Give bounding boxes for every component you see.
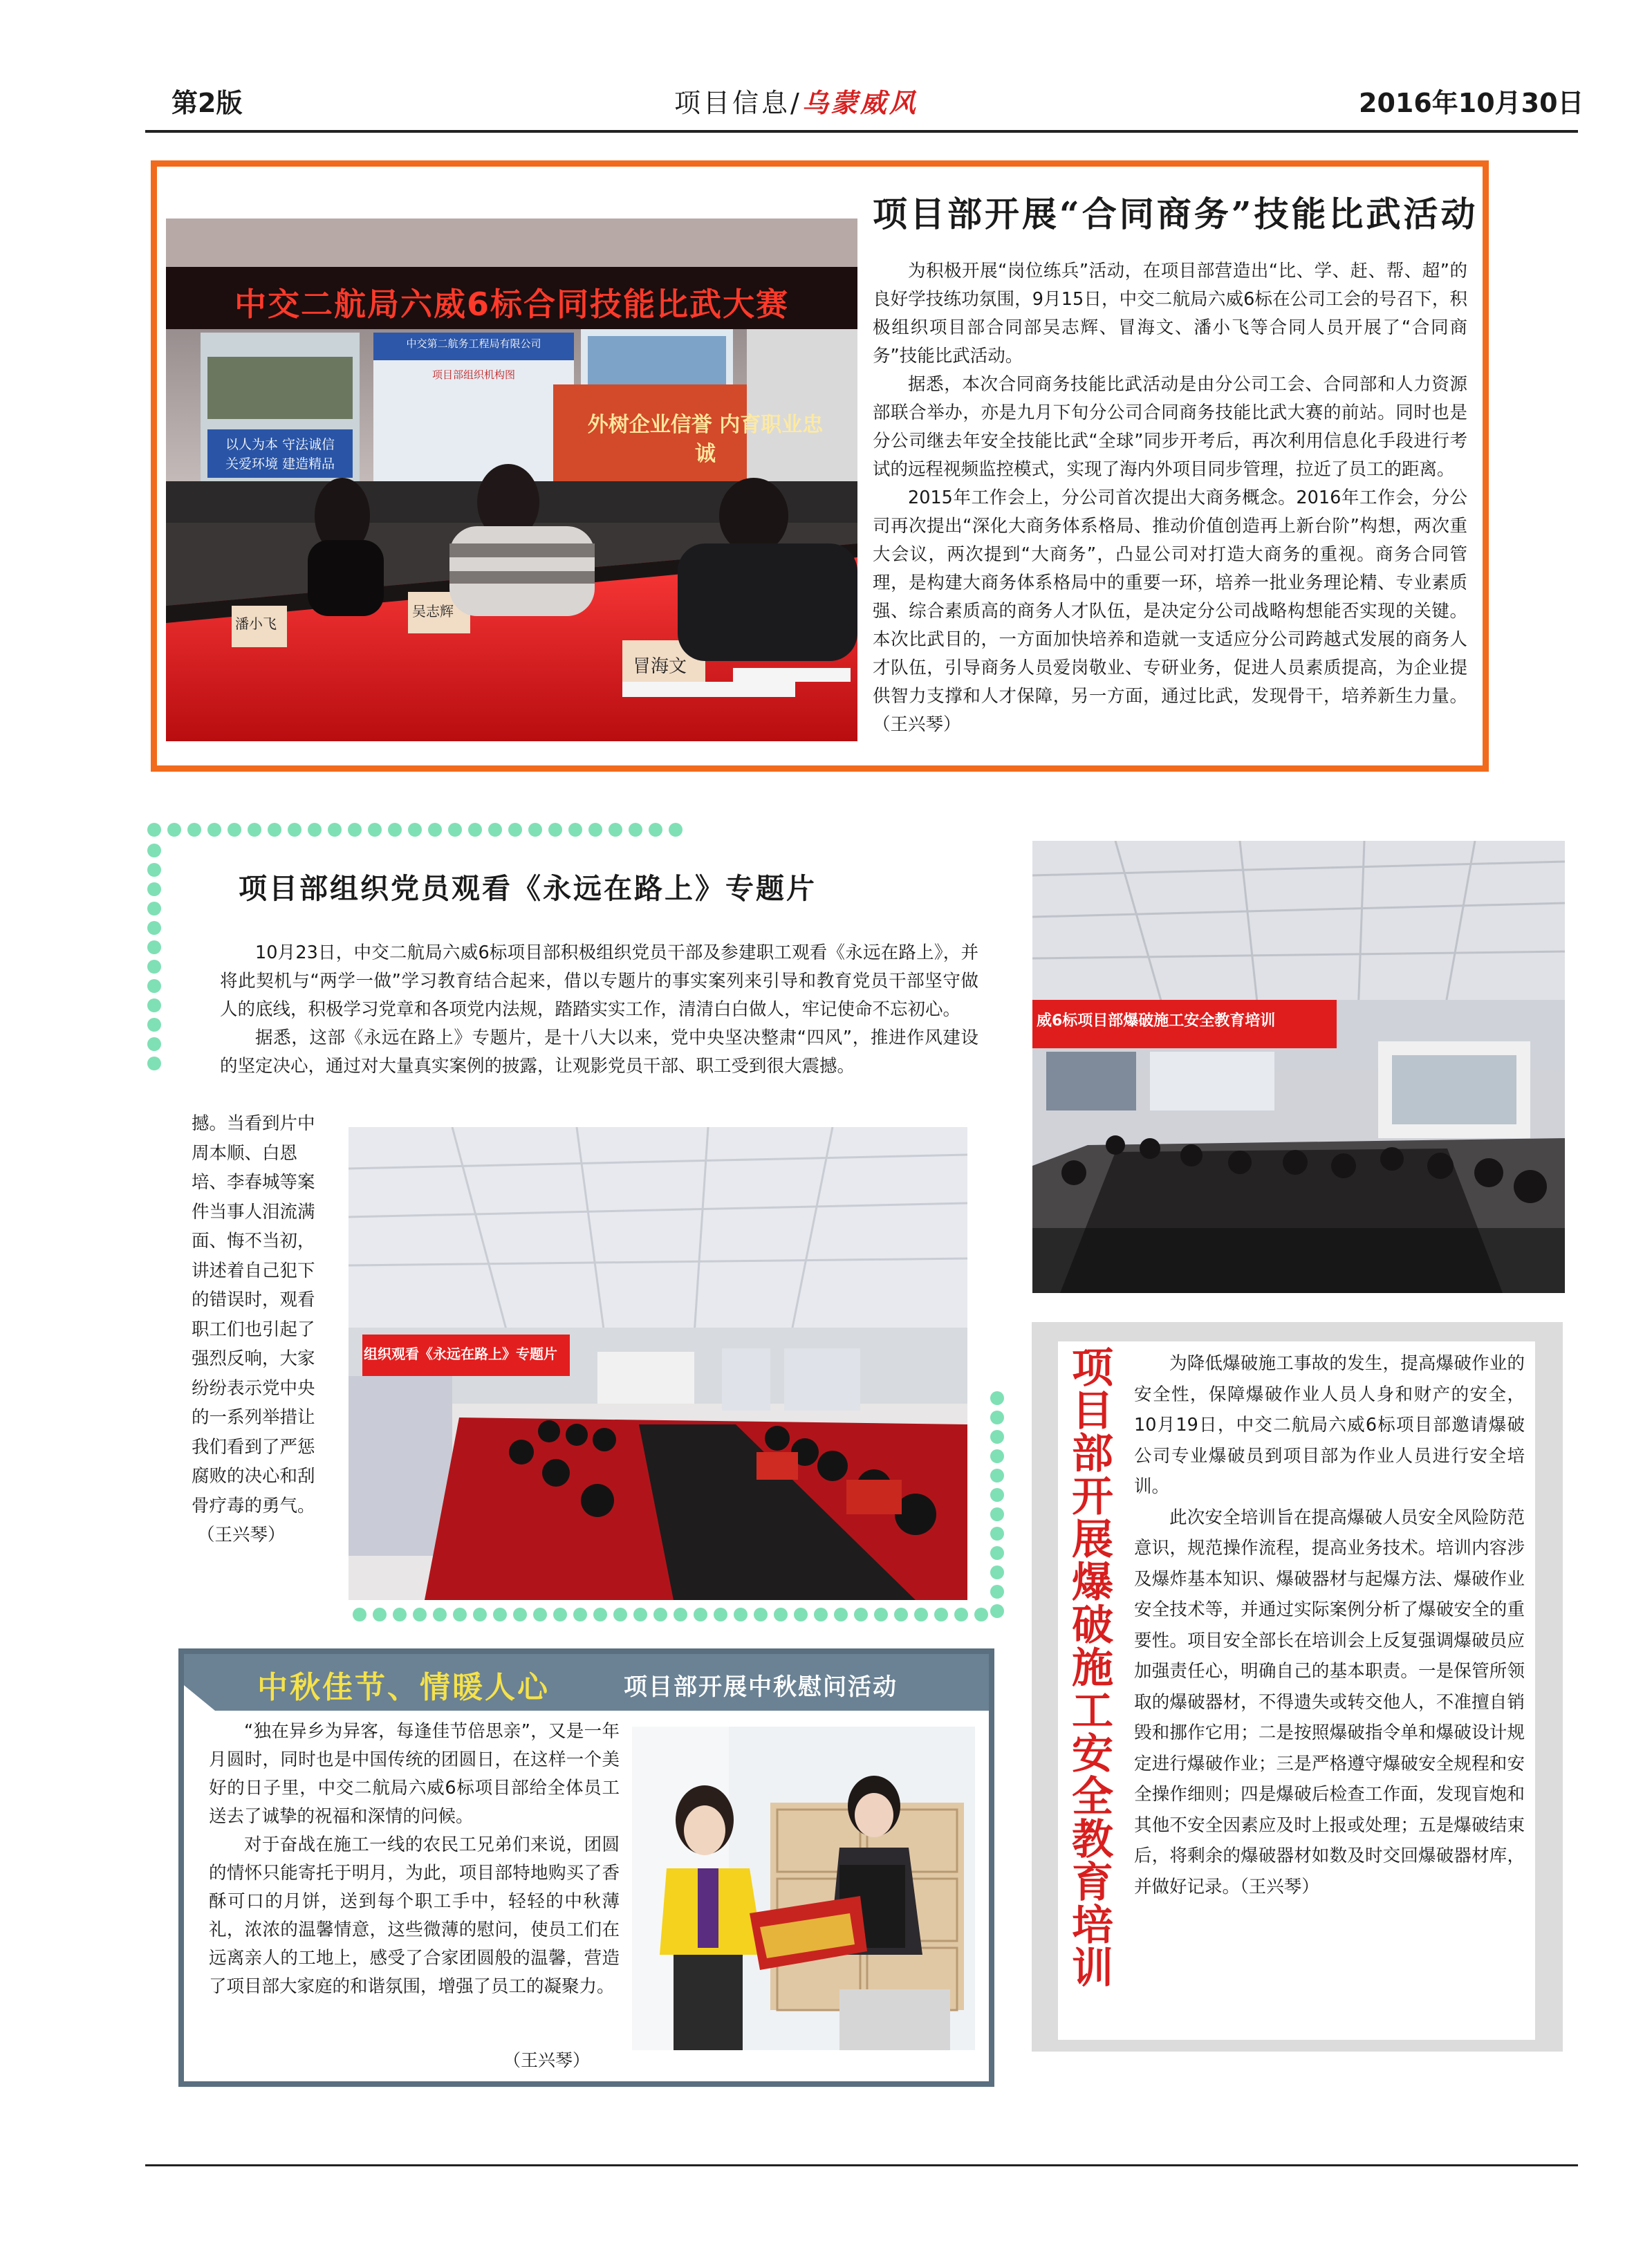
side-line: 我们看到了严惩	[192, 1436, 315, 1458]
side-line: 撼。当看到片中	[192, 1113, 315, 1134]
article2-body	[220, 939, 978, 1081]
issue-date: 2016年10月30日	[1359, 88, 1584, 118]
mint-dot	[990, 1585, 1004, 1599]
mint-dot	[990, 1469, 1004, 1482]
masthead-logo: 乌蒙威风	[801, 87, 918, 118]
mint-dot	[669, 823, 683, 837]
mint-dot	[629, 823, 642, 837]
mint-dot	[393, 1608, 407, 1621]
mint-dot	[147, 979, 161, 993]
mint-dot	[147, 844, 161, 857]
mint-dot	[508, 823, 522, 837]
article3-credit: （王兴琴）	[503, 2050, 591, 2070]
side-line: 骨疗毒的勇气。	[192, 1495, 315, 1516]
side-line: 纷纷表示党中央	[192, 1377, 315, 1399]
mint-dot	[633, 1608, 647, 1621]
mint-dot	[774, 1608, 788, 1621]
contract-competition-photo	[166, 219, 857, 741]
mint-dot	[553, 1608, 567, 1621]
mid-autumn-title-sub: 项目部开展中秋慰问活动	[624, 1673, 898, 1701]
article1-body	[873, 257, 1467, 739]
mint-dot	[468, 823, 482, 837]
side-line: 讲述着自己犯下	[192, 1260, 315, 1281]
article4-vertical-title: 项目部开展爆破施工安全教育培训	[1065, 1346, 1113, 1989]
mint-dot	[734, 1608, 748, 1621]
side-line: 面、悔不当初，	[192, 1231, 315, 1252]
mint-dot	[990, 1488, 1004, 1502]
side-line: 的错误时，观看	[192, 1290, 315, 1310]
blasting-training-photo	[1032, 841, 1565, 1293]
mint-dot	[147, 882, 161, 896]
mint-dot	[754, 1608, 768, 1621]
mint-dot	[513, 1608, 527, 1621]
poster-slogan: 外树企业信誉 内育职业忠诚	[587, 413, 824, 466]
article3-paragraph: “独在异乡为异客，每逢佳节倍思亲”，又是一年月圆时，同时也是中国传统的团圆日，在这样一个美好的日子里，中交二航局六威6标项目部给全体员工送去了诚挚的祝福和深情的问候。	[209, 1721, 620, 1827]
photo-meeting-room	[349, 1127, 967, 1600]
side-line: 件当事人泪流满	[192, 1201, 315, 1223]
mid-autumn-title-main: 中秋佳节、情暖人心	[257, 1670, 550, 1705]
article1-title: 项目部开展“合同商务”技能比武活动	[873, 194, 1478, 234]
mint-dot	[147, 1057, 161, 1070]
mint-dot	[413, 1608, 427, 1621]
mint-dot	[990, 1391, 1004, 1405]
article2-title: 项目部组织党员观看《永远在路上》专题片	[239, 872, 817, 905]
side-line: 周本顺、白恩	[192, 1142, 298, 1164]
mint-dot	[573, 1608, 587, 1621]
mint-dot	[473, 1608, 487, 1621]
mint-dot	[613, 1608, 627, 1621]
board-center-title: 中交第二航务工程局有限公司	[406, 337, 541, 350]
side-line: 腐败的决心和刮	[192, 1466, 315, 1487]
section-title	[674, 82, 918, 120]
article2-paragraph: 据悉，这部《永远在路上》专题片，是十八大以来，党中央坚决整肃“四风”，推进作风建设的坚定决心，通过对大量真实案例的披露，让观影党员干部、职工受到很大震撼。	[220, 1028, 978, 1077]
article3-body	[209, 1718, 620, 2001]
mint-dot	[493, 1608, 507, 1621]
side-line: 的一系列举措让	[192, 1407, 315, 1428]
mint-dot	[167, 823, 181, 837]
article4-body	[1134, 1348, 1525, 1902]
mint-dot	[488, 823, 502, 837]
side-line: 培、李春城等案	[192, 1172, 315, 1193]
mint-dot	[533, 1608, 547, 1621]
mint-dot	[353, 1608, 366, 1621]
article4-paragraph: 此次安全培训旨在提高爆破人员安全风险防范意识，规范操作流程，提高业务技术。培训内容涉及爆炸基本知识、爆破器材与起爆方法、爆破作业安全技术等，并通过实际案例分析了爆破安全的重要性。项目安全部长在培训会上反复强调爆破员应加强责任心，明确自己的基本职责。一是保管所领取的爆破器材，不得遗失或转交他人，不准擅自销毁和挪作它用；二是按照爆破指令单和爆破设计规定进行爆破作业；三是严格遵守爆破安全规程和安全操作细则；四是爆破后检查工作面，发现盲炮和其他不安全因素应及时上报或处理；五是爆破结束后，将剩余的爆破器材如数及时交回爆破器材库，并做好记录。（王兴琴）	[1134, 1507, 1525, 1897]
section-label: 项目信息/	[674, 88, 802, 118]
photo-mooncake-gift	[632, 1727, 975, 2050]
mint-dot	[914, 1608, 928, 1621]
mint-dot	[990, 1507, 1004, 1521]
nameplate-2: 吴志辉	[412, 603, 454, 620]
mint-dot	[328, 823, 342, 837]
viewing-banner-text: 组织观看《永远在路上》专题片	[364, 1346, 557, 1362]
nameplate-1: 潘小飞	[235, 615, 277, 632]
mint-dot	[248, 823, 261, 837]
footer-rule	[145, 2164, 1578, 2166]
mint-dot	[147, 998, 161, 1012]
led-banner-text: 中交二航局六威6标合同技能比武大赛	[234, 286, 789, 323]
article1-paragraph: 2015年工作会上，分公司首次提出大商务概念。2016年工作会，分公司再次提出“深化大商务体系格局、推动价值创造再上新台阶”构想，两次重大会议，两次提到“大商务”，凸显公司对打造大商务的重视。商务合同管理，是构建大商务体系格局中的重要一环，培养一批业务理论精、专业素质强、综合素质高的商务人才队伍，是决定分公司战略构想能否实现的关键。本次比武目的，一方面加快培养和造就一支适应分公司跨越式发展的商务人才队伍，引导商务人员爱岗敬业、专研业务，促进人员素质提高，为企业提供智力支撑和人才保障，另一方面，通过比武，发现骨干，培养新生力量。（王兴琴）	[873, 487, 1467, 735]
mint-dot	[288, 823, 301, 837]
article3-paragraph: 对于奋战在施工一线的农民工兄弟们来说，团圆的情怀只能寄托于明月，为此，项目部特地购买了香酥可口的月饼，送到每个职工手中，轻轻的中秋薄礼，浓浓的温馨情意，这些微薄的慰问，使员工们在远离亲人的工地上，感受了合家团圆般的温馨，营造了项目部大家庭的和谐氛围，增强了员工的凝聚力。	[209, 1834, 620, 1997]
mint-dot	[674, 1608, 687, 1621]
article2-side-column	[192, 1109, 344, 1550]
mint-dot	[348, 823, 362, 837]
mint-dot	[147, 1018, 161, 1032]
board-slogan-1: 以人为本 守法诚信	[225, 437, 335, 452]
article1-paragraph: 为积极开展“岗位练兵”活动，在项目部营造出“比、学、赶、帮、超”的良好学技练功氛围，9月15日，中交二航局六威6标在公司工会的号召下，积极组织项目部合同部吴志辉、冒海文、潘小飞等合同人员开展了“合同商务”技能比武活动。	[873, 261, 1467, 366]
mint-dot	[609, 823, 622, 837]
mint-dot	[990, 1565, 1004, 1579]
mint-dot	[187, 823, 201, 837]
mint-dot	[934, 1608, 948, 1621]
mint-dot	[894, 1608, 908, 1621]
mint-dot	[428, 823, 442, 837]
mint-dot	[408, 823, 422, 837]
mint-dot	[814, 1608, 828, 1621]
training-banner-text: 威6标项目部爆破施工安全教育培训	[1037, 1012, 1276, 1030]
mint-dot	[874, 1608, 888, 1621]
mint-dot	[990, 1604, 1004, 1618]
mint-dot	[147, 823, 161, 837]
mint-dot	[990, 1411, 1004, 1424]
mint-dot	[228, 823, 241, 837]
mint-dot	[207, 823, 221, 837]
board-center-subtitle: 项目部组织机构图	[431, 369, 515, 381]
nameplate-3: 冒海文	[633, 656, 687, 677]
header-rule	[145, 130, 1578, 133]
mint-dot	[834, 1608, 848, 1621]
mint-dot	[453, 1608, 467, 1621]
mint-dot	[147, 921, 161, 935]
mint-dot	[308, 823, 322, 837]
mint-dot	[794, 1608, 808, 1621]
mint-dot	[147, 902, 161, 915]
mint-dot	[588, 823, 602, 837]
side-line: 强烈反响，大家	[192, 1348, 315, 1369]
mooncake-gift-photo	[632, 1727, 975, 2050]
mint-dot	[147, 863, 161, 877]
mint-dot	[548, 823, 562, 837]
article4-paragraph: 为降低爆破施工事故的发生，提高爆破作业的安全性，保障爆破作业人员人身和财产的安全，10月19日，中交二航局六威6标项目部邀请爆破公司专业爆破员到项目部为作业人员进行安全培训。	[1134, 1353, 1525, 1497]
mint-dot	[990, 1449, 1004, 1463]
mint-dot	[368, 823, 382, 837]
mint-dot	[268, 823, 281, 837]
mint-dot	[954, 1608, 968, 1621]
photo-training-room	[1032, 841, 1565, 1293]
mint-dot	[649, 823, 662, 837]
mint-dot	[990, 1430, 1004, 1444]
film-viewing-photo	[349, 1127, 967, 1600]
mint-dot	[990, 1546, 1004, 1560]
mint-dot	[653, 1608, 667, 1621]
mint-dot	[147, 960, 161, 974]
board-slogan-2: 关爱环境 建造精品	[225, 456, 335, 472]
mint-dot	[147, 940, 161, 954]
mint-dot	[388, 823, 402, 837]
article2-credit: （王兴琴）	[197, 1525, 286, 1545]
mint-dot	[593, 1608, 607, 1621]
article1-paragraph: 据悉，本次合同商务技能比武活动是由分公司工会、合同部和人力资源部联合举办，亦是九月下旬分公司合同商务技能比武大赛的前站。同时也是分公司继去年安全技能比武“全球”同步开考后，再次利用信息化手段进行考试的远程视频监控模式，实现了海内外项目同步管理，拉近了员工的距离。	[873, 374, 1467, 480]
article2-paragraph: 10月23日，中交二航局六威6标项目部积极组织党员干部及参建职工观看《永远在路上》，并将此契机与“两学一做”学习教育结合起来，借以专题片的事实案列来引导和教育党员干部坚守做人的底线，积极学习党章和各项党内法规，踏踏实实工作，清清白白做人，牢记使命不忘初心。	[220, 942, 978, 1020]
mint-dot	[528, 823, 542, 837]
mint-dot	[568, 823, 582, 837]
mint-dot	[694, 1608, 707, 1621]
mint-dot	[448, 823, 462, 837]
mint-dot	[974, 1608, 988, 1621]
mint-dot	[714, 1608, 727, 1621]
side-line: 职工们也引起了	[192, 1319, 315, 1340]
mint-dot	[433, 1608, 447, 1621]
page-number: 第2版	[171, 88, 243, 118]
mint-dot	[147, 1037, 161, 1051]
mint-dot	[373, 1608, 387, 1621]
mint-dot	[990, 1527, 1004, 1541]
mint-dot	[854, 1608, 868, 1621]
